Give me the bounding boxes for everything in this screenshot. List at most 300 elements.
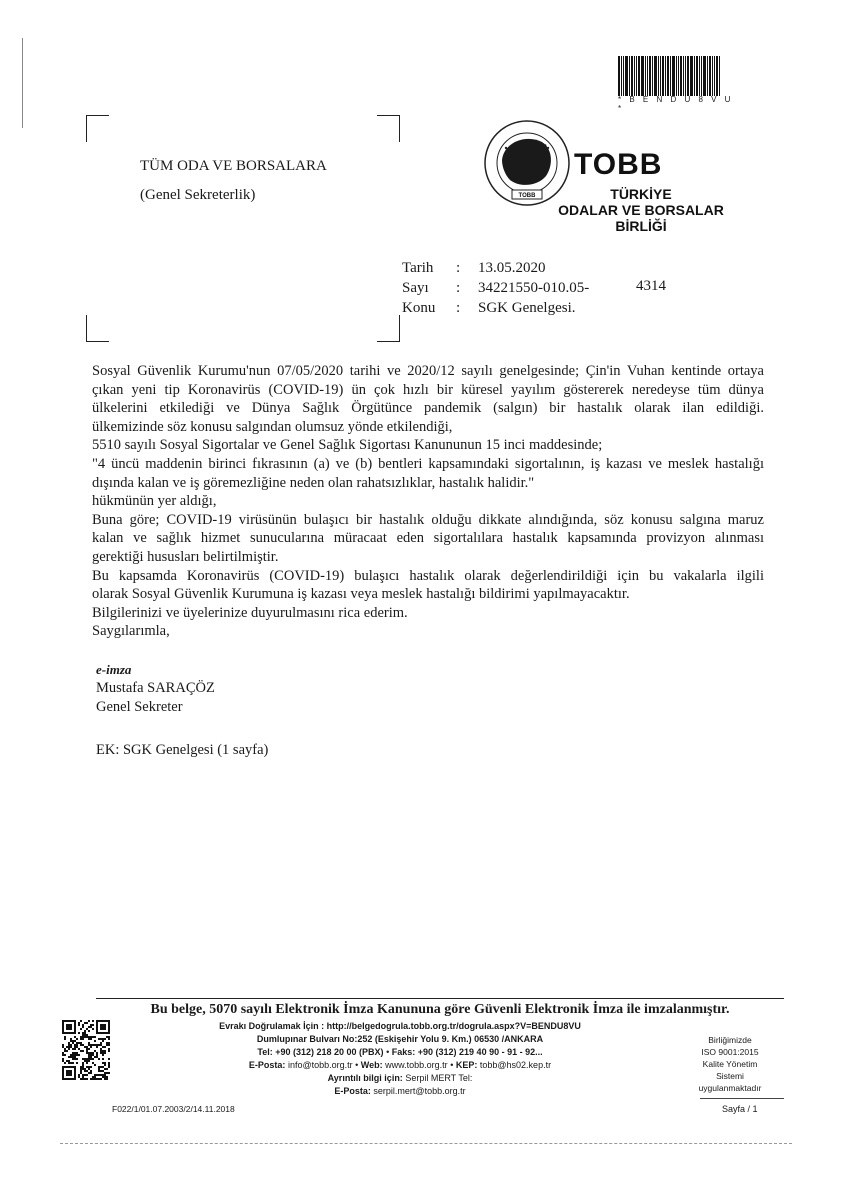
- tobb-name-line: TÜRKİYE: [610, 186, 672, 202]
- contact-value: Serpil MERT Tel:: [405, 1073, 473, 1083]
- qr-module: [74, 1048, 76, 1050]
- qr-module: [76, 1044, 78, 1046]
- meta-row-date: [402, 258, 589, 278]
- barcode-bar: [716, 56, 718, 96]
- qr-module: [92, 1058, 94, 1060]
- barcode-bar: [618, 56, 620, 96]
- qr-module: [84, 1058, 86, 1060]
- qr-module: [62, 1060, 64, 1062]
- qr-module: [74, 1036, 76, 1038]
- qr-module: [94, 1064, 96, 1066]
- qr-module: [90, 1054, 92, 1056]
- qr-module: [98, 1078, 100, 1080]
- qr-module: [80, 1036, 82, 1038]
- qr-module: [82, 1078, 84, 1080]
- qr-module: [102, 1052, 104, 1054]
- kep-value[interactable]: tobb@hs02.kep.tr: [479, 1060, 552, 1070]
- qr-module: [108, 1036, 110, 1038]
- qr-module: [80, 1038, 82, 1040]
- qr-module: [86, 1078, 88, 1080]
- qr-module: [76, 1052, 78, 1054]
- qr-module: [88, 1068, 90, 1070]
- body-line: hükmünün yer aldığı,: [92, 493, 217, 510]
- qr-module: [102, 1054, 104, 1056]
- qr-module: [78, 1076, 80, 1078]
- qr-module: [100, 1038, 102, 1040]
- barcode-bar: [712, 56, 713, 96]
- qr-module: [64, 1038, 66, 1040]
- qr-module: [86, 1066, 88, 1068]
- email-value[interactable]: info@tobb.org.tr: [287, 1060, 353, 1070]
- letter-body: [92, 362, 764, 641]
- qr-module: [80, 1050, 82, 1052]
- barcode-bar: [645, 56, 646, 96]
- barcode-bar: [660, 56, 661, 96]
- iso-line: ISO 9001:2015: [701, 1047, 759, 1057]
- barcode-bar: [665, 56, 666, 96]
- qr-module: [88, 1030, 90, 1032]
- barcode-bar: [699, 56, 700, 96]
- qr-module: [68, 1060, 70, 1062]
- qr-module: [88, 1038, 90, 1040]
- qr-module: [100, 1050, 102, 1052]
- qr-module: [88, 1058, 90, 1060]
- barcode-bar: [654, 56, 657, 96]
- qr-module: [104, 1064, 106, 1066]
- qr-module: [74, 1040, 76, 1042]
- phone-value: +90 (312) 218 20 00 (PBX): [275, 1047, 384, 1057]
- qr-module: [84, 1022, 86, 1024]
- qr-module: [92, 1076, 94, 1078]
- qr-module: [108, 1048, 110, 1050]
- qr-module: [104, 1076, 106, 1078]
- qr-module: [94, 1044, 96, 1046]
- qr-module: [86, 1070, 88, 1072]
- qr-module: [96, 1044, 98, 1046]
- body-line: olarak Sosyal Güvenlik Kurumuna iş kazası veya meslek hastalığı bildirimi yapılmayacaktır.: [92, 586, 630, 603]
- barcode-bar: [680, 56, 682, 96]
- barcode-bar: [676, 56, 677, 96]
- qr-module: [84, 1074, 86, 1076]
- meta-label: Sayı: [402, 280, 429, 296]
- qr-module: [72, 1058, 74, 1060]
- qr-module: [104, 1074, 106, 1076]
- qr-module: [98, 1058, 100, 1060]
- barcode-bar: [638, 56, 640, 96]
- qr-module: [90, 1024, 92, 1026]
- qr-module: [92, 1020, 94, 1022]
- barcode-bar: [636, 56, 637, 96]
- qr-module: [80, 1072, 82, 1074]
- qr-module: [78, 1032, 80, 1034]
- qr-module: [82, 1044, 84, 1046]
- qr-module: [78, 1024, 80, 1026]
- qr-module: [86, 1022, 88, 1024]
- qr-code: [62, 1020, 110, 1080]
- tobb-wordmark: TOBB: [574, 148, 663, 181]
- qr-module: [100, 1024, 106, 1030]
- postal-address: Dumlupınar Bulvarı No:252 (Eskişehir Yolu 9. Km.) 06530 /ANKARA: [256, 1034, 544, 1044]
- qr-module: [86, 1062, 88, 1064]
- form-code: F022/1/01.07.2003/2/14.11.2018: [112, 1104, 235, 1114]
- barcode-bar: [647, 56, 648, 96]
- qr-module: [66, 1024, 72, 1030]
- qr-module: [88, 1060, 90, 1062]
- page-divider: [700, 1098, 784, 1099]
- qr-module: [86, 1036, 88, 1038]
- qr-module: [86, 1074, 88, 1076]
- qr-module: [80, 1066, 82, 1068]
- qr-module: [108, 1066, 110, 1068]
- barcode-bar: [631, 56, 633, 96]
- qr-module: [68, 1048, 70, 1050]
- barcode-bar: [709, 56, 711, 96]
- qr-module: [68, 1046, 70, 1048]
- qr-module: [102, 1062, 104, 1064]
- barcode-bar: [649, 56, 651, 96]
- qr-module: [90, 1044, 92, 1046]
- footer-divider: [96, 998, 784, 999]
- barcode-bar: [667, 56, 669, 96]
- qr-module: [74, 1046, 76, 1048]
- qr-module: [84, 1068, 86, 1070]
- barcode-bar: [662, 56, 664, 96]
- qr-module: [98, 1044, 100, 1046]
- qr-module: [70, 1062, 72, 1064]
- barcode-bar: [678, 56, 679, 96]
- meta-label: Tarih: [402, 260, 434, 276]
- iso-line: Kalite Yönetim: [702, 1059, 758, 1069]
- qr-module: [96, 1052, 98, 1054]
- qr-module: [106, 1036, 108, 1038]
- qr-module: [72, 1042, 74, 1044]
- barcode-bar: [694, 56, 695, 96]
- address-corner-top-left: [86, 115, 109, 142]
- e-signature-mark: e-imza: [96, 662, 132, 677]
- qr-module: [76, 1054, 78, 1056]
- qr-module: [88, 1072, 90, 1074]
- recipient-line: TÜM ODA VE BORSALARA: [140, 158, 327, 174]
- qr-module: [62, 1046, 64, 1048]
- qr-module: [104, 1078, 106, 1080]
- qr-module: [76, 1062, 78, 1064]
- email-label: E-Posta:: [248, 1060, 286, 1070]
- qr-module: [90, 1070, 92, 1072]
- qr-module: [80, 1028, 82, 1030]
- qr-module: [72, 1040, 74, 1042]
- qr-module: [82, 1068, 84, 1070]
- barcode-bar: [672, 56, 675, 96]
- barcode-bar: [623, 56, 624, 96]
- qr-module: [70, 1056, 72, 1058]
- body-line: Sosyal Güvenlik Kurumu'nun 07/05/2020 tarihi ve 2020/12 sayılı genelgesinde; Çin'in Vuhan kentinde ortaya: [92, 363, 764, 379]
- meta-colon: :: [456, 260, 461, 276]
- qr-module: [86, 1048, 88, 1050]
- qr-module: [88, 1036, 90, 1038]
- qr-module: [74, 1044, 76, 1046]
- qr-module: [104, 1050, 106, 1052]
- qr-module: [90, 1052, 92, 1054]
- qr-module: [62, 1054, 64, 1056]
- page-number: Sayfa / 1: [722, 1104, 758, 1114]
- verify-label: Evrakı Doğrulamak İçin :: [219, 1021, 325, 1031]
- qr-module: [66, 1060, 68, 1062]
- qr-module: [108, 1038, 110, 1040]
- qr-module: [66, 1050, 68, 1052]
- qr-module: [84, 1030, 86, 1032]
- body-line: Bu kapsamda Koronavirüs (COVID-19) bulaşıcı hastalık olarak değerlendirildiği için bu vakalarla ilgili: [92, 567, 764, 584]
- qr-module: [88, 1048, 90, 1050]
- qr-module: [74, 1052, 76, 1054]
- barcode-bar: [696, 56, 698, 96]
- qr-module: [80, 1044, 82, 1046]
- barcode-bar: [658, 56, 659, 96]
- bullet: •: [450, 1060, 456, 1070]
- barcode-bar: [670, 56, 671, 96]
- qr-module: [80, 1068, 82, 1070]
- qr-module: [76, 1046, 78, 1048]
- qr-module: [82, 1076, 84, 1078]
- barcode-bar: [685, 56, 686, 96]
- barcode-bar: [719, 56, 720, 96]
- footer-signature-statement: Bu belge, 5070 sayılı Elektronik İmza Kanununa göre Güvenli Elektronik İmza ile imzalanmıştır.: [150, 1002, 730, 1017]
- qr-module: [100, 1044, 102, 1046]
- verify-link[interactable]: http://belgedogrula.tobb.org.tr/dogrula.aspx?V=BENDU8VU: [326, 1021, 581, 1031]
- signature-block: [96, 660, 215, 717]
- fax-value: +90 (312) 219 40 90 - 91 - 92...: [417, 1047, 543, 1057]
- qr-module: [92, 1024, 94, 1026]
- qr-module: [96, 1074, 98, 1076]
- document-number-suffix: 4314: [636, 278, 666, 294]
- signer-name: Mustafa SARAÇÖZ: [96, 680, 215, 696]
- qr-module: [106, 1042, 108, 1044]
- qr-module: [96, 1056, 98, 1058]
- qr-module: [66, 1046, 68, 1048]
- qr-module: [64, 1036, 66, 1038]
- qr-module: [104, 1072, 106, 1074]
- qr-module: [70, 1046, 72, 1048]
- qr-module: [78, 1054, 80, 1056]
- qr-module: [98, 1038, 100, 1040]
- qr-module: [64, 1050, 66, 1052]
- qr-module: [96, 1078, 98, 1080]
- iso-certification-note: [680, 1034, 780, 1094]
- qr-module: [62, 1044, 64, 1046]
- qr-module: [68, 1042, 70, 1044]
- qr-module: [92, 1044, 94, 1046]
- qr-module: [84, 1034, 86, 1036]
- qr-module: [86, 1050, 88, 1052]
- phone-fax-line: [160, 1046, 640, 1059]
- qr-module: [84, 1078, 86, 1080]
- qr-module: [92, 1062, 94, 1064]
- qr-module: [74, 1054, 76, 1056]
- detail-contact-line: [160, 1072, 640, 1085]
- qr-module: [62, 1052, 64, 1054]
- qr-module: [104, 1038, 106, 1040]
- qr-module: [86, 1034, 88, 1036]
- body-line: Buna göre; COVID-19 virüsünün bulaşıcı bir hastalık olduğu dikkate alındığında, söz konusu salgına maruz: [92, 511, 764, 528]
- bullet: •: [386, 1047, 392, 1057]
- body-line: ülkelerini etkilediği ve Dünya Sağlık Örgütünce pandemik (salgın) bir hastalık olarak ilan edildiği.: [92, 400, 764, 417]
- barcode: [618, 56, 732, 96]
- qr-module: [82, 1026, 84, 1028]
- qr-module: [94, 1078, 96, 1080]
- qr-module: [90, 1072, 92, 1074]
- qr-module: [78, 1022, 80, 1024]
- qr-module: [80, 1042, 82, 1044]
- qr-module: [86, 1060, 88, 1062]
- qr-module: [100, 1074, 102, 1076]
- qr-module: [82, 1034, 84, 1036]
- meta-value: 13.05.2020: [478, 260, 546, 276]
- qr-module: [88, 1066, 90, 1068]
- qr-module: [106, 1076, 108, 1078]
- barcode-bar: [641, 56, 644, 96]
- qr-module: [80, 1078, 82, 1080]
- qr-module: [88, 1026, 90, 1028]
- qr-module: [102, 1050, 104, 1052]
- qr-module: [88, 1044, 90, 1046]
- svg-text:TOBB: TOBB: [518, 193, 536, 199]
- qr-module: [98, 1074, 100, 1076]
- qr-module: [70, 1044, 72, 1046]
- qr-module: [104, 1068, 106, 1070]
- qr-module: [88, 1020, 90, 1022]
- contact-email-value[interactable]: serpil.mert@tobb.org.tr: [373, 1086, 466, 1096]
- qr-module: [90, 1056, 92, 1058]
- contact-label: Ayrıntılı bilgi için:: [327, 1073, 403, 1083]
- qr-module: [84, 1046, 86, 1048]
- barcode-bar: [707, 56, 708, 96]
- qr-module: [102, 1058, 104, 1060]
- qr-module: [102, 1040, 104, 1042]
- qr-module: [76, 1058, 78, 1060]
- qr-module: [84, 1060, 86, 1062]
- qr-module: [88, 1052, 90, 1054]
- scan-edge-line: [60, 1143, 792, 1144]
- online-contact-line: [160, 1059, 640, 1072]
- qr-module: [64, 1054, 66, 1056]
- body-line: ülkemizinde söz konusu salgından olumsuz yönde etkilendiği,: [92, 418, 453, 435]
- qr-module: [106, 1078, 108, 1080]
- barcode-bar: [652, 56, 653, 96]
- qr-module: [100, 1052, 102, 1054]
- qr-module: [94, 1036, 96, 1038]
- body-line: gerektiği hususları belirtilmiştir.: [92, 548, 279, 565]
- qr-module: [108, 1064, 110, 1066]
- iso-line: Birliğimizde: [708, 1035, 752, 1045]
- qr-module: [104, 1062, 106, 1064]
- qr-module: [90, 1026, 92, 1028]
- kep-label: KEP:: [455, 1060, 478, 1070]
- qr-module: [108, 1044, 110, 1046]
- barcode-bar: [714, 56, 715, 96]
- qr-module: [82, 1032, 84, 1034]
- qr-module: [70, 1040, 72, 1042]
- phone-label: Tel:: [257, 1047, 273, 1057]
- meta-row-subject: [402, 298, 589, 318]
- qr-module: [84, 1070, 86, 1072]
- meta-colon: :: [456, 300, 461, 316]
- barcode-bar: [683, 56, 684, 96]
- qr-module: [72, 1056, 74, 1058]
- meta-value: SGK Genelgesi.: [478, 300, 576, 316]
- qr-module: [86, 1058, 88, 1060]
- qr-module: [100, 1078, 102, 1080]
- qr-module: [96, 1046, 98, 1048]
- qr-module: [106, 1068, 108, 1070]
- qr-module: [100, 1070, 102, 1072]
- attachment-note: EK: SGK Genelgesi (1 sayfa): [96, 742, 269, 758]
- qr-module: [82, 1038, 84, 1040]
- qr-module: [70, 1054, 72, 1056]
- qr-module: [82, 1036, 84, 1038]
- qr-module: [96, 1054, 98, 1056]
- tobb-name-line: BİRLİĞİ: [615, 218, 667, 234]
- qr-module: [106, 1044, 108, 1046]
- qr-module: [76, 1038, 78, 1040]
- body-line: kalan ve sağlık hizmet sunucularına müracaat eden sigortalılara hastalık kapsamında provizyon alınması: [92, 530, 764, 547]
- qr-module: [94, 1040, 96, 1042]
- qr-module: [72, 1054, 74, 1056]
- qr-module: [64, 1048, 66, 1050]
- qr-module: [92, 1078, 94, 1080]
- address-corner-top-right: [377, 115, 400, 142]
- qr-module: [86, 1052, 88, 1054]
- qr-module: [102, 1046, 104, 1048]
- closing: Saygılarımla,: [92, 623, 170, 640]
- margin-line: [22, 38, 23, 128]
- qr-module: [82, 1064, 84, 1066]
- qr-module: [92, 1054, 94, 1056]
- barcode-bar: [625, 56, 628, 96]
- qr-module: [90, 1046, 92, 1048]
- qr-module: [104, 1046, 106, 1048]
- body-line: Bilgilerinizi ve üyelerinize duyurulmasını rica ederim.: [92, 604, 408, 621]
- qr-module: [100, 1066, 102, 1068]
- qr-module: [98, 1070, 100, 1072]
- body-line: 5510 sayılı Sosyal Sigortalar ve Genel Sağlık Sigortası Kanununun 15 inci maddesinde;: [92, 437, 603, 454]
- qr-module: [100, 1048, 102, 1050]
- qr-module: [82, 1024, 84, 1026]
- qr-module: [74, 1058, 76, 1060]
- signer-title: Genel Sekreter: [96, 699, 183, 715]
- barcode-bar: [621, 56, 622, 96]
- qr-module: [94, 1050, 96, 1052]
- qr-module: [94, 1076, 96, 1078]
- qr-module: [94, 1056, 96, 1058]
- qr-module: [80, 1020, 82, 1022]
- qr-module: [90, 1036, 92, 1038]
- qr-module: [108, 1042, 110, 1044]
- qr-module: [98, 1068, 100, 1070]
- qr-module: [100, 1042, 102, 1044]
- qr-module: [68, 1056, 70, 1058]
- qr-module: [72, 1048, 74, 1050]
- meta-value: 34221550-010.05-: [478, 280, 590, 296]
- qr-module: [86, 1046, 88, 1048]
- web-value[interactable]: www.tobb.org.tr: [385, 1060, 448, 1070]
- address-corner-bottom-right: [377, 315, 400, 342]
- qr-module: [66, 1070, 72, 1076]
- recipient-department: (Genel Sekreterlik): [140, 187, 256, 203]
- barcode-bar: [634, 56, 635, 96]
- qr-module: [92, 1052, 94, 1054]
- qr-module: [88, 1042, 90, 1044]
- address-corner-bottom-left: [86, 315, 109, 342]
- meta-colon: :: [456, 280, 461, 296]
